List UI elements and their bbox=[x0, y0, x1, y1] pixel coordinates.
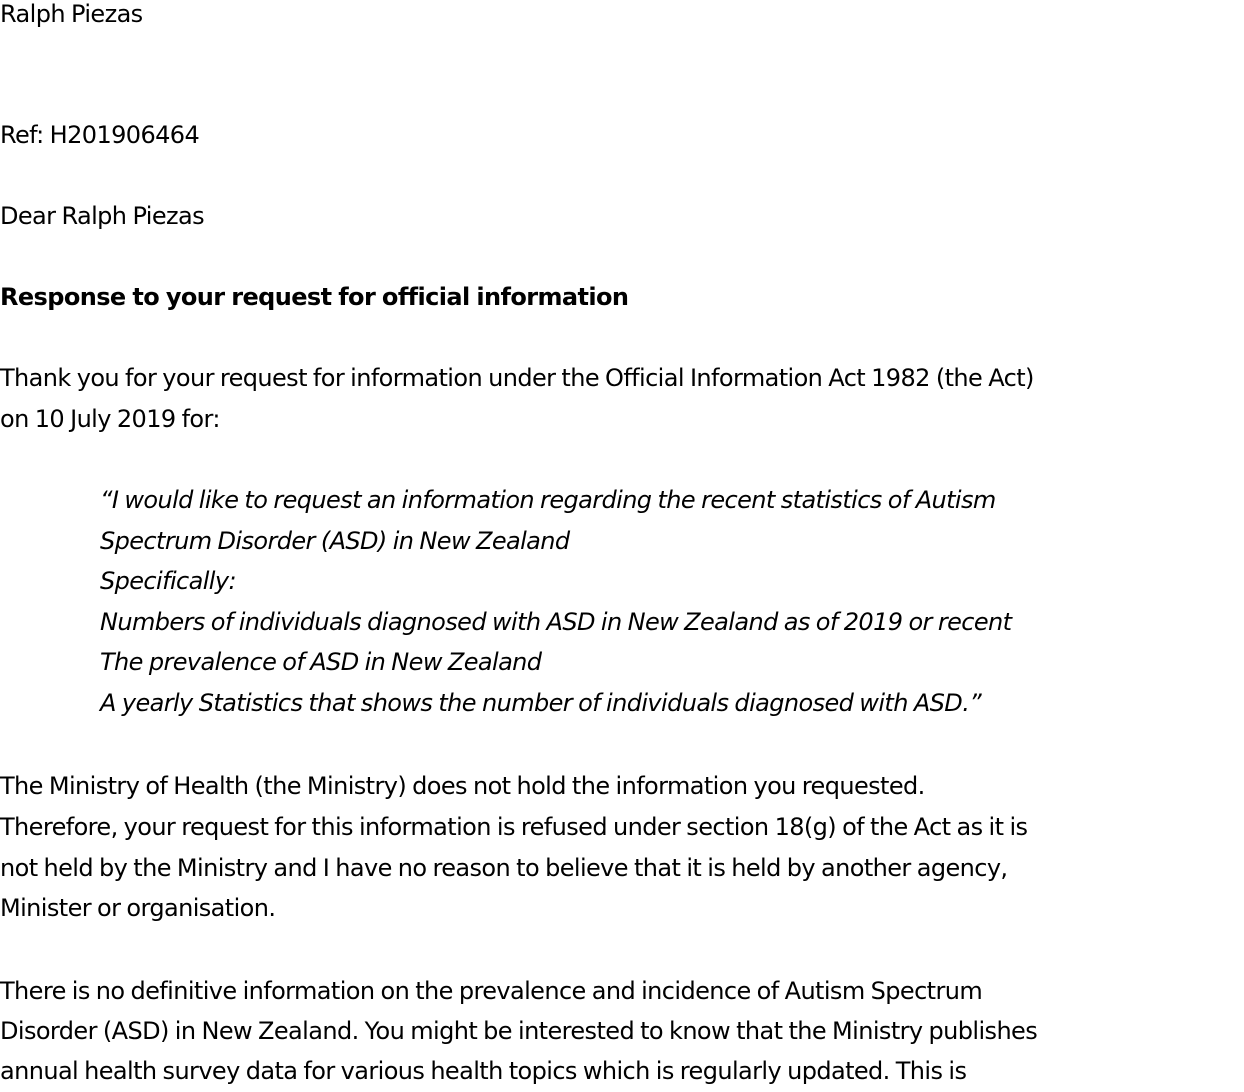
paragraph-line: Minister or organisation. bbox=[0, 894, 276, 922]
quote-line: Specifically: bbox=[100, 567, 236, 595]
reference-number: Ref: H201906464 bbox=[0, 121, 200, 149]
quote-line: A yearly Statistics that shows the number of individuals diagnosed with ASD.” bbox=[100, 689, 982, 717]
intro-line: Thank you for your request for information under the Official Information Act 1982 (the Act) bbox=[0, 364, 1034, 392]
paragraph-line: Disorder (ASD) in New Zealand. You might be interested to know that the Ministry publishes bbox=[0, 1017, 1038, 1045]
paragraph-line: not held by the Ministry and I have no reason to believe that it is held by another agency, bbox=[0, 854, 1008, 882]
paragraph-line: annual health survey data for various health topics which is regularly updated. This is bbox=[0, 1057, 967, 1085]
quote-line: “I would like to request an information regarding the recent statistics of Autism bbox=[100, 486, 996, 514]
paragraph-line: The Ministry of Health (the Ministry) does not hold the information you requested. bbox=[0, 772, 925, 800]
quote-line: The prevalence of ASD in New Zealand bbox=[100, 648, 542, 676]
quote-line: Spectrum Disorder (ASD) in New Zealand bbox=[100, 527, 570, 555]
salutation: Dear Ralph Piezas bbox=[0, 202, 205, 230]
paragraph-line: There is no definitive information on the prevalence and incidence of Autism Spectrum bbox=[0, 977, 983, 1005]
recipient-name: Ralph Piezas bbox=[0, 0, 143, 28]
paragraph-line: Therefore, your request for this information is refused under section 18(g) of the Act as it is bbox=[0, 813, 1028, 841]
intro-line: on 10 July 2019 for: bbox=[0, 405, 220, 433]
subject-heading: Response to your request for official information bbox=[0, 283, 629, 311]
quote-line: Numbers of individuals diagnosed with ASD in New Zealand as of 2019 or recent bbox=[100, 608, 1012, 636]
